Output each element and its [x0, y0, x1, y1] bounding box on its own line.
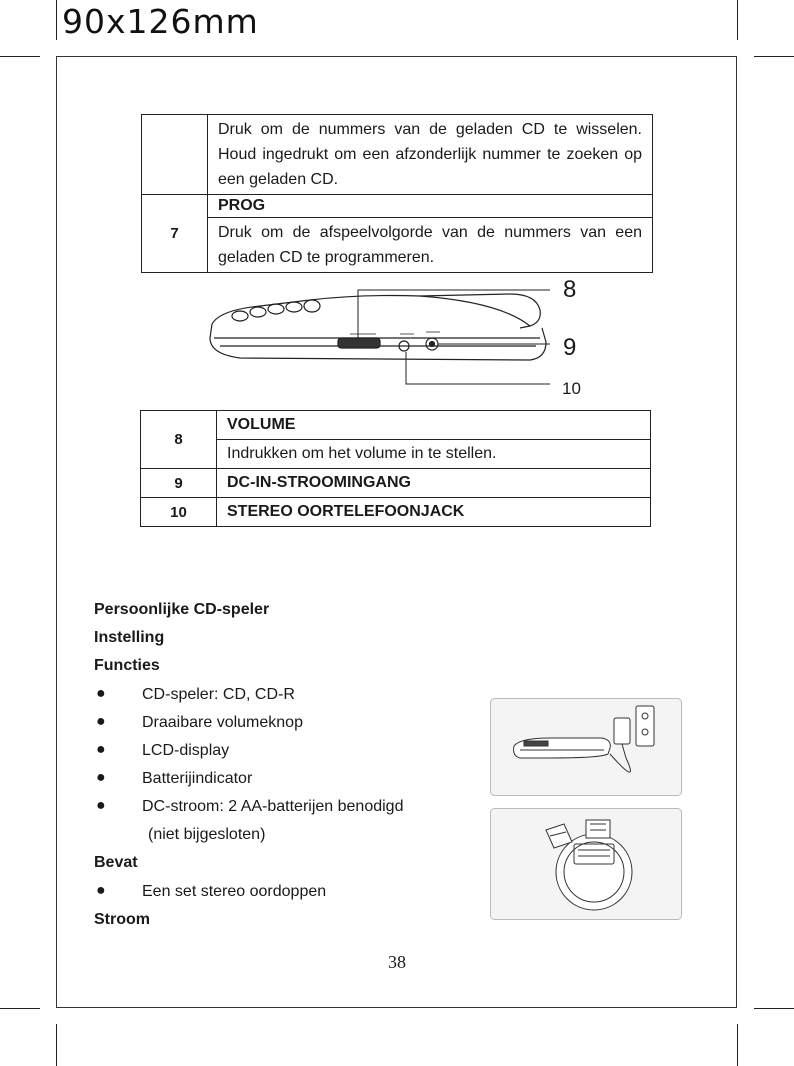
row-number: 9 [141, 469, 217, 498]
row-number: 8 [141, 411, 217, 469]
row-number [142, 115, 208, 195]
list-item: Een set stereo oordoppen [142, 883, 327, 900]
table-row [142, 195, 653, 218]
row-description: Druk om de nummers van de geladen CD te wisselen. Houd ingedrukt om een afzonderlijk nummer te zoeken op een geladen CD. [208, 115, 653, 195]
section-title: Persoonlijke CD-speler [94, 601, 270, 618]
bullet-icon: ● [96, 882, 106, 899]
row-heading: STEREO OORTELEFOONJACK [217, 498, 651, 527]
button-function-table-bottom [140, 410, 651, 527]
list-item-note: (niet bijgesloten) [148, 826, 266, 843]
document-size-label: 90x126mm [62, 2, 259, 41]
crop-mark-bottom-left-h [0, 1008, 40, 1009]
bullet-icon: ● [96, 797, 106, 814]
list-item: Draaibare volumeknop [142, 714, 303, 731]
table-row [141, 498, 651, 527]
ac-adapter-illustration [490, 698, 682, 796]
bullet-icon: ● [96, 713, 106, 730]
battery-compartment-illustration [490, 808, 682, 920]
row-number: 10 [141, 498, 217, 527]
list-item: CD-speler: CD, CD-R [142, 686, 295, 703]
callout-10: 10 [562, 379, 581, 398]
features-heading: Functies [94, 657, 160, 674]
table-row [142, 218, 653, 273]
bullet-icon: ● [96, 685, 106, 702]
list-item: Batterijindicator [142, 770, 253, 787]
crop-mark-top-left-h [0, 56, 40, 57]
crop-mark-top-right-h [754, 56, 794, 57]
power-heading: Stroom [94, 911, 150, 928]
row-number: 7 [142, 195, 208, 273]
page-number: 38 [388, 952, 406, 972]
row-description: Indrukken om het volume in te stellen. [217, 440, 651, 469]
table-row [141, 411, 651, 440]
bullet-icon: ● [96, 769, 106, 786]
row-heading: VOLUME [217, 411, 651, 440]
row-description: Druk om de afspeelvolgorde van de nummers van een geladen CD te programmeren. [208, 218, 653, 273]
setup-heading: Instelling [94, 629, 165, 646]
list-item: DC-stroom: 2 AA-batterijen benodigd [142, 798, 404, 815]
bullet-icon: ● [96, 741, 106, 758]
crop-mark-bottom-right-v [737, 1024, 738, 1066]
list-item: LCD-display [142, 742, 230, 759]
cd-player-side-illustration [200, 276, 600, 400]
row-heading: DC-IN-STROOMINGANG [217, 469, 651, 498]
button-function-table-top [141, 114, 653, 273]
contents-heading: Bevat [94, 854, 138, 871]
crop-mark-top-left-v [56, 0, 57, 40]
crop-mark-bottom-left-v [56, 1024, 57, 1066]
callout-9: 9 [563, 334, 577, 361]
crop-mark-top-right-v [737, 0, 738, 40]
table-row [141, 469, 651, 498]
callout-8: 8 [563, 276, 577, 303]
table-row [141, 440, 651, 469]
crop-mark-bottom-right-h [754, 1008, 794, 1009]
table-row [142, 115, 653, 195]
row-heading: PROG [208, 195, 653, 218]
